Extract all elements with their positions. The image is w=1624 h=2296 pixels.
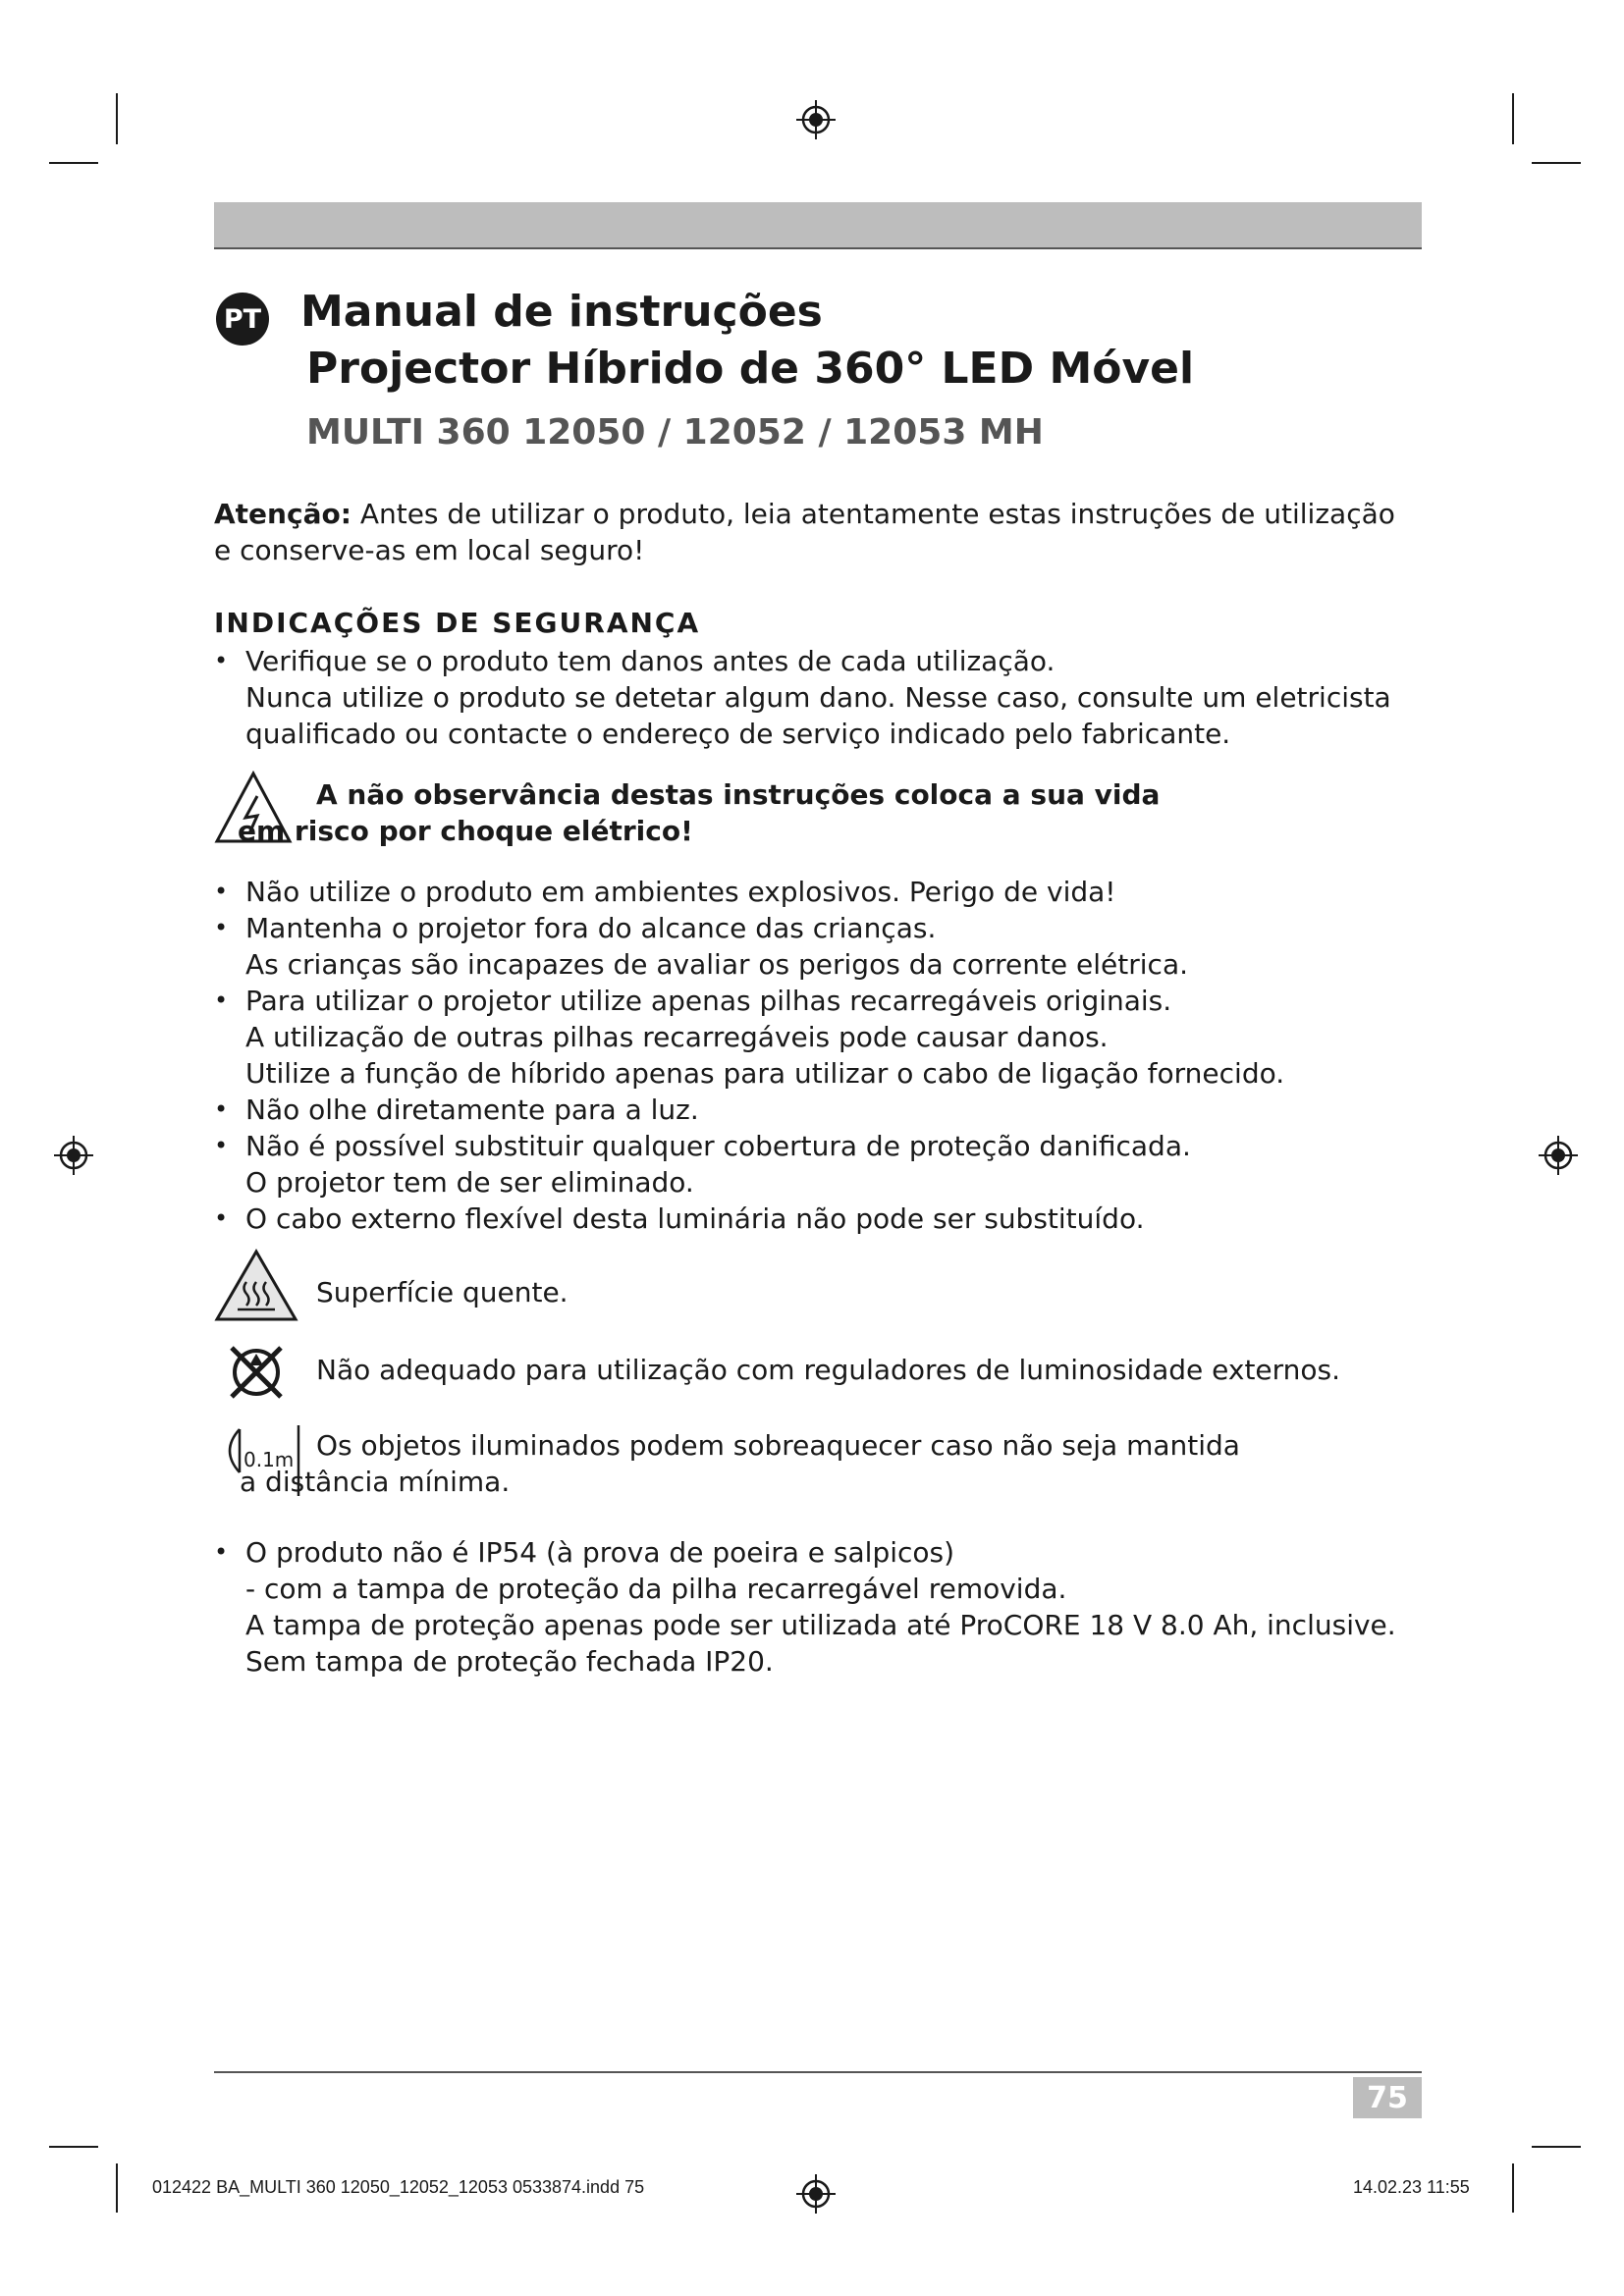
ip-rating-list: [214, 1534, 1422, 1680]
list-item-line: Nunca utilize o produto se detetar algum dano. Nesse caso, consulte um eletricista: [245, 681, 1391, 714]
crop-mark: [49, 162, 98, 164]
no-dimmer-icon: [224, 1340, 289, 1405]
list-item: [214, 1128, 1422, 1201]
registration-mark-icon: [1539, 1136, 1578, 1175]
distance-icon-label: 0.1m: [244, 1448, 295, 1471]
hot-surface-warning: [214, 1249, 1422, 1327]
shock-warning-line1: A não observância destas instruções coloca a sua vida: [316, 778, 1161, 811]
list-item-line: • O produto não é IP54 (à prova de poeira e salpicos): [245, 1536, 955, 1569]
product-name: Projector Híbrido de 360° LED Móvel: [306, 344, 1195, 394]
list-item-line: As crianças são incapazes de avaliar os perigos da corrente elétrica.: [245, 948, 1188, 981]
crop-mark: [1512, 2163, 1514, 2213]
model-number: MULTI 360 12050 / 12052 / 12053 MH: [306, 412, 1044, 453]
minimum-distance-notice: [214, 1421, 1422, 1500]
header-bar: [214, 202, 1422, 249]
registration-mark-icon: [796, 2174, 836, 2214]
list-item-line: A utilização de outras pilhas recarregáveis pode causar danos.: [245, 1021, 1109, 1053]
list-item: [214, 1534, 1422, 1680]
print-slug-date: 14.02.23 11:55: [1353, 2177, 1470, 2197]
list-item-line: • Não é possível substituir qualquer cobertura de proteção danificada.: [245, 1130, 1191, 1162]
safety-heading: INDICAÇÕES DE SEGURANÇA: [214, 607, 701, 639]
list-item-line: A tampa de proteção apenas pode ser utilizada até ProCORE 18 V 8.0 Ah, inclusive.: [245, 1609, 1396, 1641]
list-item: [214, 1201, 1422, 1237]
pt-language-badge: PT: [216, 293, 269, 346]
footer-divider: [214, 2071, 1422, 2073]
crop-mark: [1512, 93, 1514, 144]
crop-mark: [116, 93, 118, 144]
crop-mark: [1532, 2146, 1581, 2148]
no-dimmer-notice: [214, 1340, 1422, 1409]
list-item-line: - com a tampa de proteção da pilha recarregável removida.: [245, 1573, 1067, 1605]
page-title: Manual de instruções: [300, 287, 823, 337]
list-item-line: qualificado ou contacte o endereço de serviço indicado pelo fabricante.: [245, 718, 1231, 750]
list-item: [214, 983, 1422, 1092]
list-item-line: • Para utilizar o projetor utilize apenas pilhas recarregáveis originais.: [245, 985, 1172, 1017]
attention-label: Atenção:: [214, 498, 352, 530]
crop-mark: [1532, 162, 1581, 164]
attention-text: Antes de utilizar o produto, leia atentamente estas instruções de utilização e conserve-as em local seguro!: [214, 498, 1395, 566]
list-item: [214, 874, 1422, 910]
list-item: [214, 1092, 1422, 1128]
list-item-line: O projetor tem de ser eliminado.: [245, 1166, 694, 1199]
crop-mark: [49, 2146, 98, 2148]
registration-mark-icon: [54, 1136, 93, 1175]
attention-paragraph: [214, 496, 1412, 568]
hot-surface-text: Superfície quente.: [316, 1276, 568, 1308]
list-item: [214, 643, 1422, 752]
crop-mark: [116, 2163, 118, 2213]
list-item-line: • O cabo externo flexível desta luminária não pode ser substituído.: [245, 1202, 1145, 1235]
shock-warning-line2: em risco por choque elétrico!: [238, 815, 693, 847]
list-item-line: • Não olhe diretamente para a luz.: [245, 1094, 699, 1126]
registration-mark-icon: [796, 100, 836, 139]
list-item-line: Sem tampa de proteção fechada IP20.: [245, 1645, 774, 1678]
distance-text-line2: a distância mínima.: [240, 1466, 511, 1498]
hot-surface-warning-icon: [214, 1249, 298, 1323]
distance-text-line1: Os objetos iluminados podem sobreaquecer caso não seja mantida: [316, 1429, 1240, 1462]
list-item-line: Utilize a função de híbrido apenas para utilizar o cabo de ligação fornecido.: [245, 1057, 1285, 1090]
list-item-line: • Verifique se o produto tem danos antes de cada utilização.: [245, 645, 1056, 677]
list-item: [214, 910, 1422, 983]
list-item-line: • Não utilize o produto em ambientes explosivos. Perigo de vida!: [245, 876, 1116, 908]
safety-list: [214, 874, 1422, 1237]
page-number: 75: [1353, 2077, 1422, 2118]
list-item-line: • Mantenha o projetor fora do alcance das crianças.: [245, 912, 937, 944]
print-slug-file: 012422 BA_MULTI 360 12050_12052_12053 0533874.indd 75: [152, 2177, 645, 2197]
no-dimmer-text: Não adequado para utilização com reguladores de luminosidade externos.: [316, 1354, 1341, 1386]
shock-warning: [214, 771, 1422, 849]
safety-intro-list: [214, 643, 1422, 752]
